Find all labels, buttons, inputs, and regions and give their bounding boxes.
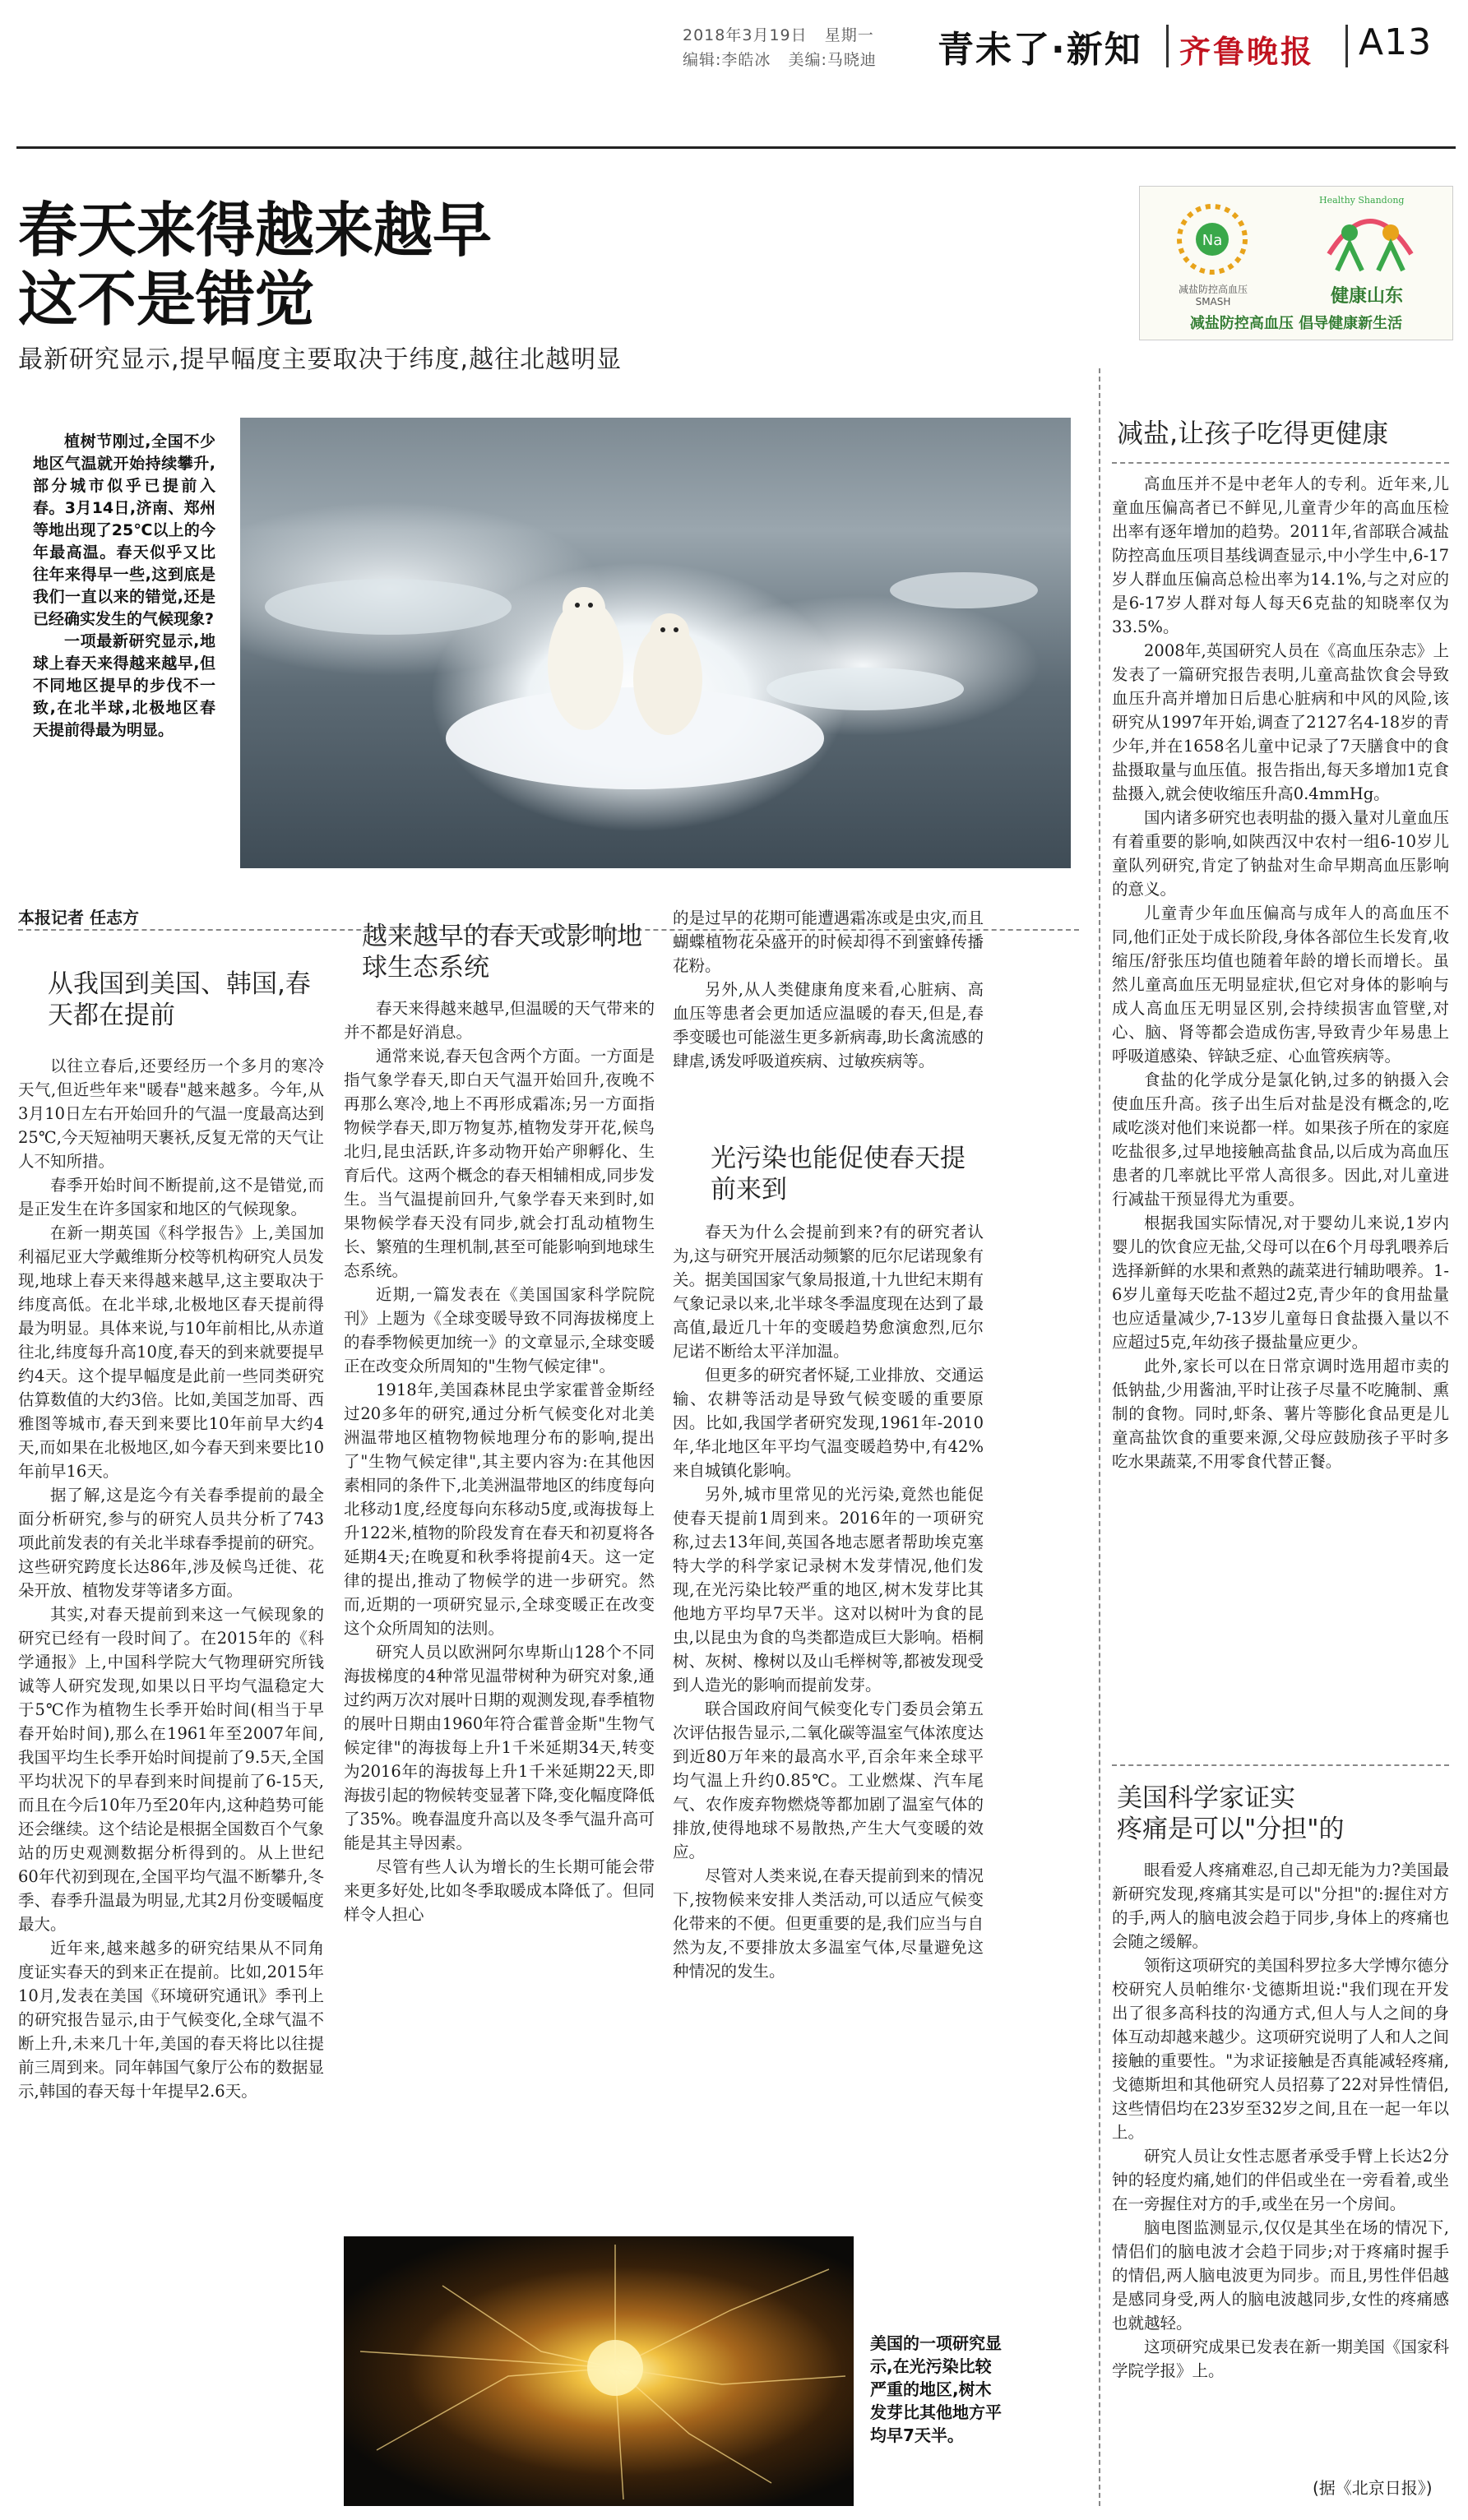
paragraph: 的是过早的花期可能遭遇霜冻或是虫灾,而且蝴蝶植物花朵盛开的时候却得不到蜜蜂传播花粉。 <box>673 909 984 975</box>
paragraph: 据了解,这是迄今有关春季提前的最全面分析研究,参与的研究人员共分析了743项此前发表的有关北半球春季提前的研究。这些研究跨度长达86年,涉及候鸟迁徙、花朵开放、植物发芽等诸多方面。 <box>18 1486 324 1600</box>
column3-body <box>673 1220 984 1983</box>
paragraph: 尽管有些人认为增长的生长期可能会带来更多好处,比如冬季取暖成本降低了。但同样令人担心 <box>344 1857 655 1924</box>
article-subtitle: 最新研究显示,提早幅度主要取决于纬度,越往北越明显 <box>18 345 623 374</box>
satellite-night-lights-image <box>344 2236 854 2506</box>
header-divider <box>1166 25 1169 67</box>
issue-date: 2018年3月19日 星期一 <box>683 26 874 44</box>
paragraph: 眼看爱人疼痛难忍,自己却无能为力?美国最新研究发现,疼痛其实是可以"分担"的:握住对方的手,两人的脑电波会趋于同步,身体上的疼痛也会随之缓解。 <box>1112 1861 1449 1951</box>
page-number: A13 <box>1359 21 1433 63</box>
sidebar-article1-title: 减盐,让孩子吃得更健康 <box>1117 418 1389 449</box>
sidebar-title-divider <box>1112 462 1449 464</box>
newspaper-brand: 齐鲁晚报 <box>1179 34 1315 70</box>
salt-reduction-logo-icon <box>1173 200 1252 279</box>
article-source: (据《北京日报》) <box>1313 2478 1433 2498</box>
column3-heading: 光污染也能促使春天提前来到 <box>711 1144 966 1205</box>
paragraph: 国内诸多研究也表明盐的摄入量对儿童血压有着重要的影响,如陕西汉中农村一组6-10岁儿童队列研究,肯定了钠盐对生命早期高血压影响的意义。 <box>1112 808 1449 899</box>
paragraph: 通常来说,春天包含两个方面。一方面是指气象学春天,即白天气温开始回升,夜晚不再那么寒冷,地上不再形成霜冻;另一方面指物候学春天,即万物复苏,植物发芽开花,候鸟北归,昆虫活跃,许多动物开始产卵孵化、生育后代。这两个概念的春天相辅相成,同步发生。当气温提前回升,气象学春天来到时,如果物候学春天没有同步,就会打乱动植物生长、繁殖的生理机制,甚至可能影响到地球生态系统。 <box>344 1047 655 1280</box>
header-rule <box>16 146 1456 149</box>
sidebar-divider <box>1099 368 1100 2506</box>
paragraph: 在新一期英国《科学报告》上,美国加利福尼亚大学戴维斯分校等机构研究人员发现,地球上春天来得越来越早,这主要取决于纬度高低。在北半球,北极地区春天提前得最为明显。具体来说,与10年前相比,从赤道往北,纬度每升高10度,春天的到来就要提早约4天。这个提早幅度是此前一些同类研究估算数值的大约3倍。比如,美国芝加哥、西雅图等城市,春天到来要比10年前早大约4天,而如果在北极地区,如今春天到来要比10年前早16天。 <box>18 1223 324 1481</box>
paragraph: 食盐的化学成分是氯化钠,过多的钠摄入会使血压升高。孩子出生后对盐是没有概念的,吃咸吃淡对他们来说都一样。如果孩子所在的家庭吃盐很多,过早地接触高盐食品,以后成为高血压患者的几率就比平常人高很多。因此,对儿童进行减盐干预显得尤为重要。 <box>1112 1070 1449 1209</box>
paragraph: 另外,城市里常见的光污染,竟然也能促使春天提前1周到来。2016年的一项研究称,过去13年间,英国各地志愿者帮助埃克塞特大学的科学家记录树木发芽情况,他们发现,在光污染比较严重的地区,树木发芽比其他地方平均早7天半。这对以树叶为食的昆虫,以昆虫为食的鸟类都造成巨大影响。梧桐树、灰树、橡树以及山毛榉树等,都被发现受到人造光的影响而提前发芽。 <box>673 1485 984 1695</box>
column2-body <box>344 996 655 1926</box>
paragraph: 春天来得越来越早,但温暖的天气带来的并不都是好消息。 <box>344 999 655 1042</box>
editor-credits: 编辑:李皓冰 美编:马晓迪 <box>683 51 877 69</box>
sidebar-article-divider <box>1112 1764 1449 1766</box>
paragraph: 另外,从人类健康角度来看,心脏病、高血压等患者会更加适应温暖的春天,但是,春季变暖也可能滋生更多新病毒,助长禽流感的肆虐,诱发呼吸道疾病、过敏疾病等。 <box>673 980 984 1070</box>
paragraph: 脑电图监测显示,仅仅是其坐在场的情况下,情侣们的脑电波才会趋于同步;对于疼痛时握手的情侣,两人脑电波更为同步。而且,男性伴侣越是感同身受,两人的脑电波越同步,女性的疼痛感也就越轻。 <box>1112 2218 1449 2333</box>
campaign-slogan: 减盐防控高血压 倡导健康新生活 <box>1189 315 1403 332</box>
night-city-lights-photo <box>344 2236 854 2506</box>
sidebar-article1-body <box>1112 472 1449 1473</box>
paragraph: 1918年,美国森林昆虫学家霍普金斯经过20多年的研究,通过分析气候变化对北美洲温带地区植物物候地理分布的影响,提出了"生物气候定律",其主要内容为:在其他因素相同的条件下,北美洲温带地区的纬度每向北移动1度,经度每向东移动5度,或海拔每上升122米,植物的阶段发育在春天和初夏将各延期4天;在晚夏和秋季将提前4天。这一定律的提出,推动了物候学的进一步研究。然而,近期的一项研究显示,全球变暖正在改变这个众所周知的法则。 <box>344 1380 655 1638</box>
column1-body <box>18 1054 324 2103</box>
paragraph: 高血压并不是中老年人的专利。近年来,儿童血压偏高者已不鲜见,儿童青少年的高血压检出率有逐年增加的趋势。2011年,省部联合减盐防控高血压项目基线调查显示,中小学生中,6-17岁人群血压偏高总检出率为14.1%,与之对应的是6-17岁人群对每人每天6克盐的知晓率仅为33.5%。 <box>1112 474 1449 636</box>
health-campaign-logo <box>1139 186 1453 340</box>
paragraph: 研究人员让女性志愿者承受手臂上长达2分钟的轻度灼痛,她们的伴侣或坐在一旁看着,或坐在一旁握住对方的手,或坐在另一个房间。 <box>1112 2147 1449 2213</box>
healthy-shandong-title: 健康山东 <box>1331 286 1404 307</box>
sidebar-article2-body <box>1112 1858 1449 2383</box>
paragraph: 领衔这项研究的美国科罗拉多大学博尔德分校研究人员帕维尔·戈德斯坦说:"我们现在开发出了很多高科技的沟通方式,但人与人之间的身体互动却越来越少。这项研究说明了人和人之间接触的重要性。"为求证接触是否真能减轻疼痛,戈德斯坦和其他研究人员招募了22对异性情侣,这些情侣均在23岁至32岁之间,且在一起一年以上。 <box>1112 1956 1449 2142</box>
paragraph: 春天为什么会提前到来?有的研究者认为,这与研究开展活动频繁的厄尔尼诺现象有关。据美国国家气象局报道,十九世纪末期有气象记录以来,北半球冬季温度现在达到了最高值,最近几十年的变暖趋势愈演愈烈,厄尔尼诺不断给太平洋加温。 <box>673 1223 984 1361</box>
paragraph: 近年来,越来越多的研究结果从不同角度证实春天的到来正在提前。比如,2015年10月,发表在美国《环境研究通讯》季刊上的研究报告显示,由于气候变化,全球气温不断上升,未来几十年,美国的春天将比以往提前三周到来。同年韩国气象厅公布的数据显示,韩国的春天每十年提早2.6天。 <box>18 1939 324 2101</box>
paragraph: 此外,家长可以在日常京调时选用超市卖的低钠盐,少用酱油,平时让孩子尽量不吃腌制、熏制的食物。同时,虾条、薯片等膨化食品更是儿童高盐饮食的重要来源,父母应鼓励孩子平时多吃水果蔬菜,不用零食代替正餐。 <box>1112 1357 1449 1471</box>
svg-text:Na: Na <box>1202 232 1223 249</box>
paragraph: 这项研究成果已发表在新一期美国《国家科学院学报》上。 <box>1112 2337 1449 2380</box>
paragraph: 2008年,英国研究人员在《高血压杂志》上发表了一篇研究报告表明,儿童高盐饮食会导致血压升高并增加日后患心脏病和中风的风险,该研究从1997年开始,调查了2127名4-18岁的青少年,并在1658名儿童中记录了7天膳食中的食盐摄取量与血压值。报告指出,每天多增加1克食盐摄入,就会使收缩压升高0.4mmHg。 <box>1112 641 1449 803</box>
paragraph: 但更多的研究者怀疑,工业排放、交通运输、农耕等活动是导致气候变暖的重要原因。比如,我国学者研究发现,1961年-2010年,华北地区年平均气温变暖趋势中,有42%来自城镇化影响。 <box>673 1366 984 1480</box>
section-title: 青未了·新知 <box>938 29 1142 71</box>
paragraph: 春季开始时间不断提前,这不是错觉,而是正发生在许多国家和地区的气候现象。 <box>18 1176 324 1218</box>
paragraph: 研究人员以欧洲阿尔卑斯山128个不同海拔梯度的4种常见温带树种为研究对象,通过约两万次对展叶日期的观测发现,春季植物的展叶日期由1960年符合霍普金斯"生物气候定律"的海拔每上升1千米延期34天,转变为2016年的海拔每上升1千米延期22天,即海拔引起的物候转变显著下降,变化幅度降低了35%。晚春温度升高以及冬季气温升高可能是其主导因素。 <box>344 1643 655 1852</box>
paragraph: 尽管对人类来说,在春天提前到来的情况下,按物候来安排人类活动,可以适应气候变化带来的不便。但更重要的是,我们应当与自然为友,不要排放太多温室气体,尽量避免这种情况的发生。 <box>673 1866 984 1981</box>
byline: 本报记者 任志方 <box>18 908 139 927</box>
column2-heading: 越来越早的春天或影响地球生态系统 <box>362 922 642 983</box>
paragraph: 根据我国实际情况,对于婴幼儿来说,1岁内婴儿的饮食应无盐,父母可以在6个月母乳喂养后选择新鲜的水果和煮熟的蔬菜进行辅助喂养。1-6岁儿童每天吃盐不超过2克,青少年的食用盐量也应适量减少,7-13岁儿童每日食盐摄入量以不应超过5克,年幼孩子摄盐量应更少。 <box>1112 1214 1449 1352</box>
paragraph: 联合国政府间气候变化专门委员会第五次评估报告显示,二氧化碳等温室气体浓度达到近80万年来的最高水平,百余年来全球平均气温上升约0.85℃。工业燃煤、汽车尾气、农作废弃物燃烧等都加剧了温室气体的排放,使得地球不易散热,产生大气变暖的效应。 <box>673 1699 984 1861</box>
polar-bears-on-ice-image <box>240 418 1071 868</box>
paragraph: 近期,一篇发表在《美国国家科学院院刊》上题为《全球变暖导致不同海拔梯度上的春季物候更加统一》的文章显示,全球变暖正在改变众所周知的"生物气候定律"。 <box>344 1285 655 1376</box>
healthy-shandong-logo-icon <box>1313 197 1428 279</box>
paragraph: 以往立春后,还要经历一个多月的寒冷天气,但近些年来"暖春"越来越多。今年,从3月10日左右开始回升的气温一度最高达到25℃,今天短袖明天裹袄,反复无常的天气让人不知所措。 <box>18 1057 324 1171</box>
healthy-shandong-en: Healthy Shandong <box>1319 195 1405 206</box>
column3-body-top <box>673 906 984 1073</box>
salt-logo-caption: 减盐防控高血压 SMASH <box>1178 284 1248 307</box>
paragraph: 其实,对春天提前到来这一气候现象的研究已经有一段时间了。在2015年的《科学通报》上,中国科学院大气物理研究所钱诚等人研究发现,如果以日平均气温稳定大于5℃作为植物生长季开始时间(相当于早春开始时间),那么在1961年至2007年间,我国平均生长季开始时间提前了9.5天,全国平均状况下的早春到来时间提前了6-15天,而且在今后10年乃至20年内,这种趋势可能还会继续。这个结论是根据全国数百个气象站的历史观测数据分析得到的。从上世纪60年代初到现在,全国平均气温不断攀升,冬季、春季升温最为明显,尤其2月份变暖幅度最大。 <box>18 1605 324 1934</box>
paragraph: 儿童青少年血压偏高与成年人的高血压不同,他们正处于成长阶段,身体各部位生长发育,收缩压/舒张压均值也随着年龄的增长而增长。虽然儿童高血压无明显症状,但它对身体的影响与成人高血压无明显区别,会持续损害血管壁,对心、脑、肾等都会造成伤害,导致青少年易患上呼吸道感染、锌缺乏症、心血管疾病等。 <box>1112 904 1449 1066</box>
header-divider <box>1345 25 1348 67</box>
article-lead: 植树节刚过,全国不少地区气温就开始持续攀升,部分城市似乎已提前入春。3月14日,济南、郑州等地出现了25℃以上的今年最高温。春天似乎又比往年来得早一些,这到底是我们一直以来的错觉,还是已经确实发生的气候现象? 一项最新研究显示,地球上春天来得越来越早,但不同地区提早的步伐不一致,在北半球,北极地区春天提前得最为明显。 <box>33 432 215 739</box>
sidebar-article2-title: 美国科学家证实 疼痛是可以"分担"的 <box>1117 1783 1345 1844</box>
column1-heading: 从我国到美国、韩国,春天都在提前 <box>48 969 311 1030</box>
page-title: 春天来得越来越早 这不是错觉 <box>18 196 493 334</box>
photo-caption: 美国的一项研究显示,在光污染比较严重的地区,树木发芽比其他地方平均早7天半。 <box>870 2333 1002 2445</box>
polar-bear-photo <box>240 418 1071 868</box>
